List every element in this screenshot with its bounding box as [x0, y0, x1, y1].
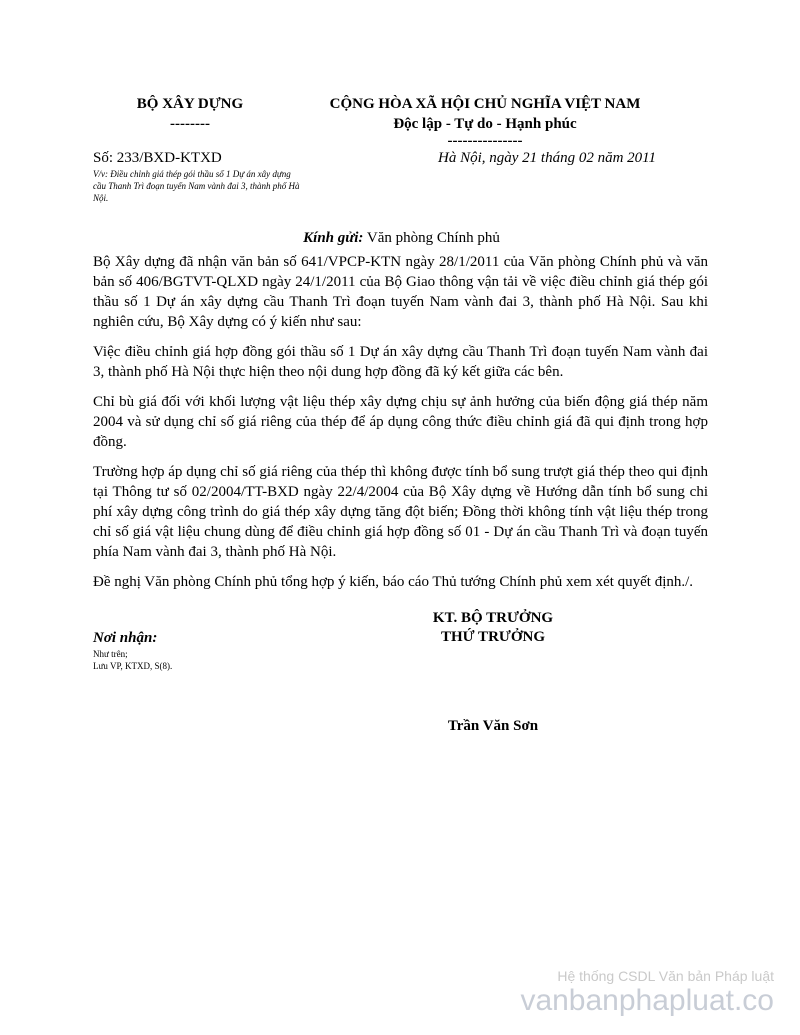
body-paragraph: Đề nghị Văn phòng Chính phủ tổng hợp ý kiến, báo cáo Thủ tướng Chính phủ xem xét quyết định./.: [93, 574, 694, 590]
signature-block: [388, 609, 598, 647]
document-body: [93, 252, 708, 602]
document-number: Số: 233/BXD-KTXD: [93, 150, 222, 166]
recipient-item: Lưu VP, KTXD, S(8).: [93, 661, 173, 671]
watermark-tagline: Hệ thống CSDL Văn bản Pháp luật: [557, 968, 774, 984]
agency-name: BỘ XÂY DỰNG: [136, 96, 244, 112]
agency-divider: --------: [170, 116, 210, 132]
recipient-line: [93, 230, 710, 247]
recipient-label: Kính gửi:: [303, 230, 364, 246]
national-header: [300, 94, 670, 148]
motto: Độc lập - Tự do - Hạnh phúc: [393, 116, 577, 132]
motto-divider: ---------------: [447, 133, 523, 149]
body-paragraph: Chỉ bù giá đối với khối lượng vật liệu thép xây dựng chịu sự ảnh hưởng của biến động giá thép năm 2004 và sử dụng chỉ số giá riêng của thép để áp dụng công thức điều chỉnh giá đã qui định trong hợp đồng.: [93, 394, 708, 450]
watermark-site: vanbanphapluat.co: [520, 984, 774, 1017]
recipients-block: [93, 628, 293, 672]
document-subject: V/v: Điều chỉnh giá thép gói thầu số 1 Dự án xây dựng cầu Thanh Trì đoạn tuyến Nam vành đai 3, thành phố Hà Nội.: [93, 169, 300, 203]
recipient-item: Như trên;: [93, 649, 128, 659]
agency-header: [110, 94, 270, 134]
body-paragraph: Việc điều chỉnh giá hợp đồng gói thầu số 1 Dự án xây dựng cầu Thanh Trì đoạn tuyến Nam vành đai 3, thành phố Hà Nội thực hiện theo nội dung hợp đồng đã ký kết giữa các bên.: [93, 344, 708, 380]
document-date: Hà Nội, ngày 21 tháng 02 năm 2011: [438, 150, 657, 166]
body-paragraph: Bộ Xây dựng đã nhận văn bản số 641/VPCP-KTN ngày 28/1/2011 của Văn phòng Chính phủ và văn bản số 406/BGTVT-QLXD ngày 24/1/2011 của Bộ Giao thông vận tải về việc điều chỉnh giá thép gói thầu số 1 Dự án xây dựng cầu Thanh Trì đoạn tuyến Nam vành đai 3, thành phố Hà Nội. Sau khi nghiên cứu, Bộ Xây dựng có ý kiến như sau:: [93, 254, 708, 330]
recipients-title: Nơi nhận:: [93, 630, 158, 646]
body-paragraph: Trường hợp áp dụng chỉ số giá riêng của thép thì không được tính bổ sung trượt giá thép theo qui định tại Thông tư số 02/2004/TT-BXD ngày 22/4/2004 của Bộ Xây dựng về Hướng dẫn tính bổ sung chi phí xây dựng công trình do giá thép xây dựng tăng đột biến; Đồng thời không tính vật liệu thép trong chỉ số giá vật liệu chung dùng để điều chỉnh giá hợp đồng số 01 - Dự án cầu Thanh Trì và đoạn tuyến phía Nam vành đai 3, thành phố Hà Nội.: [93, 464, 708, 560]
signature-title-2: THỨ TRƯỞNG: [440, 629, 546, 645]
recipient-name: Văn phòng Chính phủ: [363, 230, 500, 246]
signer-name: Trần Văn Sơn: [447, 718, 539, 734]
watermark: [514, 968, 774, 1018]
signature-title-1: KT. BỘ TRƯỞNG: [432, 610, 554, 626]
country-name: CỘNG HÒA XÃ HỘI CHỦ NGHĨA VIỆT NAM: [329, 96, 641, 112]
